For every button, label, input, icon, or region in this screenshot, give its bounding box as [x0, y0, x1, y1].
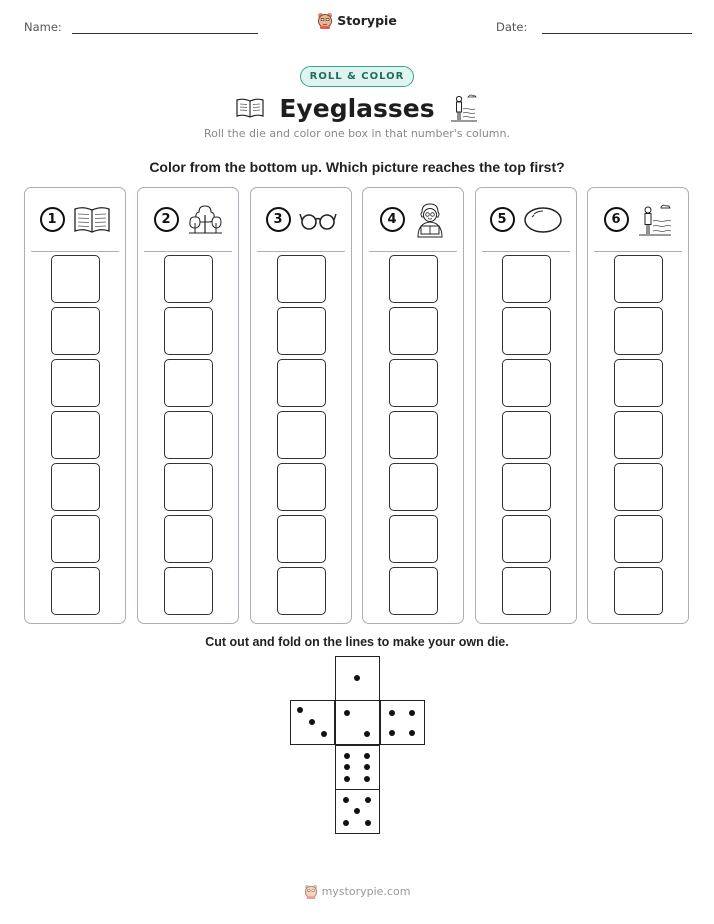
color-box[interactable] [502, 255, 551, 303]
color-box[interactable] [502, 567, 551, 615]
color-box[interactable] [277, 255, 326, 303]
color-box[interactable] [51, 255, 100, 303]
column-1 [24, 187, 126, 624]
date-line[interactable] [542, 33, 692, 34]
storypie-mascot-icon [304, 884, 318, 899]
column-number: 6 [604, 207, 629, 232]
color-box[interactable] [389, 567, 438, 615]
column-number: 3 [266, 207, 291, 232]
color-box[interactable] [277, 463, 326, 511]
color-box[interactable] [389, 307, 438, 355]
color-box[interactable] [614, 515, 663, 563]
color-box[interactable] [502, 411, 551, 459]
open-book-icon [73, 205, 111, 235]
color-box[interactable] [164, 515, 213, 563]
person-at-sea-icon [449, 91, 479, 125]
color-box[interactable] [51, 463, 100, 511]
storypie-mascot-icon [317, 12, 333, 29]
color-box[interactable] [51, 307, 100, 355]
column-2 [137, 187, 239, 624]
footer [0, 884, 714, 899]
date-label: Date: [496, 20, 528, 34]
color-box[interactable] [164, 411, 213, 459]
color-box[interactable] [614, 567, 663, 615]
color-box[interactable] [389, 515, 438, 563]
footer-url[interactable]: mystorypie.com [321, 885, 411, 898]
column-number: 4 [380, 207, 405, 232]
color-box[interactable] [51, 411, 100, 459]
color-box[interactable] [389, 463, 438, 511]
column-5 [475, 187, 577, 624]
color-box[interactable] [277, 411, 326, 459]
color-box[interactable] [389, 411, 438, 459]
name-label: Name: [24, 20, 62, 34]
color-box[interactable] [502, 515, 551, 563]
page-title: Eyeglasses [279, 93, 435, 123]
die-instruction: Cut out and fold on the lines to make your own die. [205, 635, 509, 649]
color-box[interactable] [51, 359, 100, 407]
eyeglasses-icon [299, 208, 337, 232]
open-book-icon [235, 97, 265, 119]
column-3 [250, 187, 352, 624]
brand-logo [0, 12, 714, 29]
color-box[interactable] [277, 307, 326, 355]
color-box[interactable] [164, 359, 213, 407]
color-box[interactable] [502, 463, 551, 511]
color-box[interactable] [277, 567, 326, 615]
color-box[interactable] [51, 567, 100, 615]
subtitle: Roll the die and color one box in that number's column. [204, 127, 510, 140]
color-box[interactable] [614, 307, 663, 355]
die-face-3 [290, 700, 335, 745]
color-box[interactable] [614, 359, 663, 407]
column-6 [587, 187, 689, 624]
die-face-2 [335, 700, 380, 745]
color-box[interactable] [614, 463, 663, 511]
die-face-5 [335, 789, 380, 834]
column-number: 5 [490, 207, 515, 232]
lens-icon [523, 206, 563, 234]
die-face-4 [380, 700, 425, 745]
person-at-sea-icon [637, 201, 673, 239]
color-box[interactable] [51, 515, 100, 563]
column-number: 1 [40, 207, 65, 232]
color-box[interactable] [277, 359, 326, 407]
die-face-1 [335, 656, 380, 701]
column-number: 2 [154, 207, 179, 232]
color-box[interactable] [389, 255, 438, 303]
color-box[interactable] [389, 359, 438, 407]
column-4 [362, 187, 464, 624]
color-box[interactable] [502, 307, 551, 355]
color-box[interactable] [502, 359, 551, 407]
color-box[interactable] [614, 411, 663, 459]
die-face-6 [335, 745, 380, 790]
color-box[interactable] [164, 463, 213, 511]
color-box[interactable] [277, 515, 326, 563]
name-line[interactable] [72, 33, 258, 34]
brand-name: Storypie [337, 13, 397, 28]
coloring-instruction: Color from the bottom up. Which picture reaches the top first? [149, 159, 565, 175]
grandma-reading-icon [413, 202, 447, 238]
color-box[interactable] [164, 307, 213, 355]
color-box[interactable] [164, 567, 213, 615]
color-box[interactable] [614, 255, 663, 303]
activity-badge: ROLL & COLOR [300, 66, 415, 87]
trees-icon [187, 203, 223, 237]
color-box[interactable] [164, 255, 213, 303]
